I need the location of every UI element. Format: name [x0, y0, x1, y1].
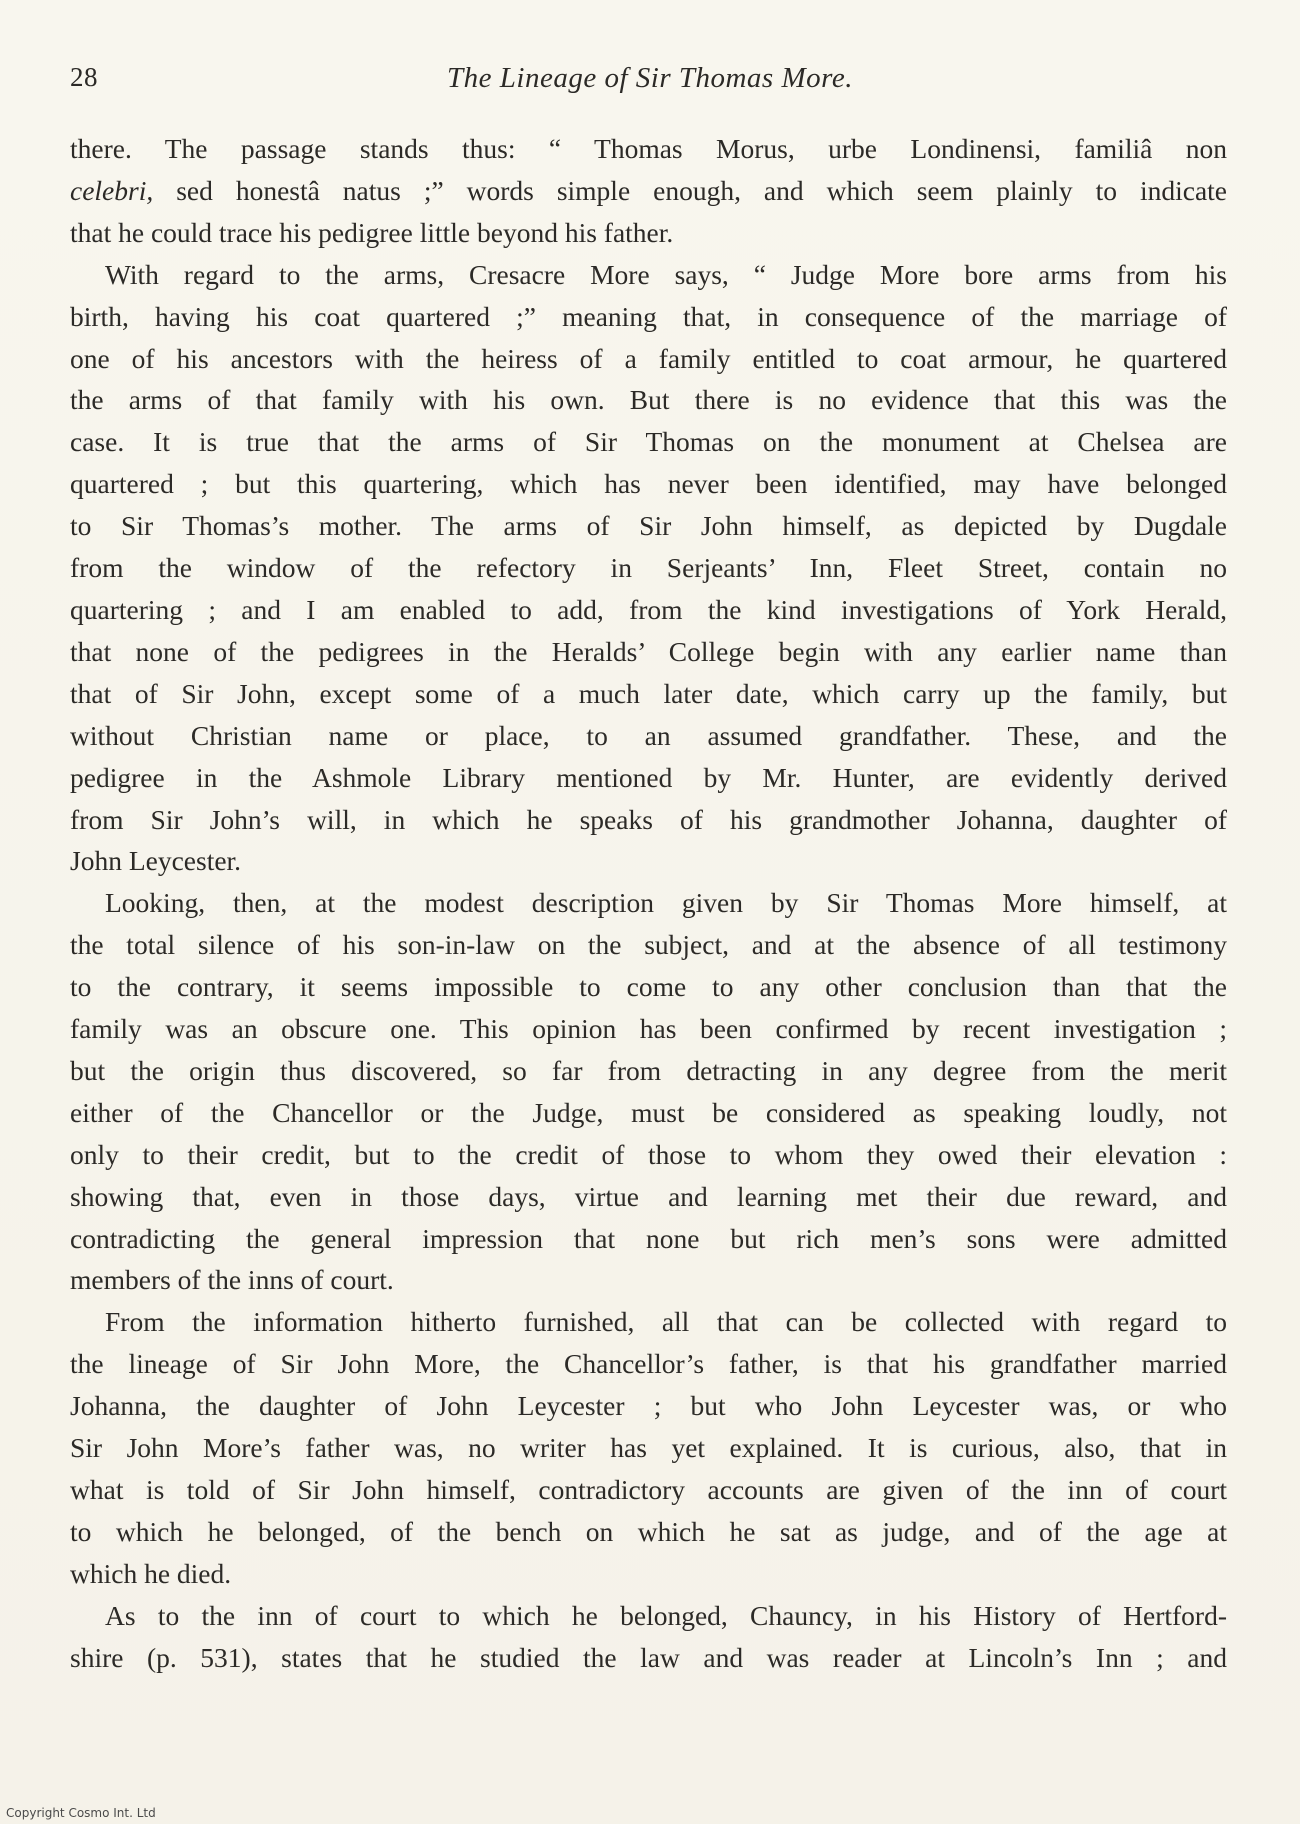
text-line: that none of the pedigrees in the Heralds’ College begin with any earlier name than: [70, 635, 1227, 667]
text-line: John Leycester.: [70, 845, 242, 877]
text-line: from Sir John’s will, in which he speaks of his grandmother Johanna, daughter of: [70, 803, 1227, 835]
text-line: Sir John More’s father was, no writer has yet explained. It is curious, also, that in: [70, 1432, 1227, 1464]
text-line: As to the inn of court to which he belonged, Chauncy, in his History of Hertford-: [105, 1599, 1227, 1631]
text-line: without Christian name or place, to an assumed grandfather. These, and the: [70, 719, 1227, 751]
text-line: members of the inns of court.: [70, 1264, 394, 1296]
paragraph: [70, 128, 1227, 254]
text-line: from the window of the refectory in Serjeants’ Inn, Fleet Street, contain no: [70, 552, 1227, 584]
text-line-rest: sed honestâ natus ;” words simple enough, and which seem plainly to indicate: [153, 174, 1227, 206]
text-line: what is told of Sir John himself, contradictory accounts are given of the inn of court: [70, 1474, 1227, 1505]
text-line: [70, 170, 1227, 212]
text-line: that he could trace his pedigree little beyond his father.: [70, 216, 674, 248]
paragraph: [70, 1301, 1227, 1594]
running-title: The Lineage of Sir Thomas More.: [447, 62, 853, 94]
text-line: the arms of that family with his own. But there is no evidence that this was the: [70, 384, 1227, 416]
text-line: to which he belonged, of the bench on which he sat as judge, and of the age at: [70, 1515, 1227, 1547]
paragraph: [70, 254, 1227, 883]
text-line: to the contrary, it seems impossible to come to any other conclusion than that the: [70, 971, 1227, 1003]
text-line: birth, having his coat quartered ;” meaning that, in consequence of the marriage of: [70, 300, 1227, 332]
text-line: quartering ; and I am enabled to add, from the kind investigations of York Herald,: [70, 593, 1227, 625]
text-line: only to their credit, but to the credit of those to whom they owed their elevation :: [70, 1138, 1227, 1170]
text-line: From the information hitherto furnished, all that can be collected with regard to: [105, 1306, 1227, 1338]
copyright-notice: Copyright Cosmo Int. Ltd: [6, 1806, 156, 1820]
text-line: quartered ; but this quartering, which has never been identified, may have belonged: [70, 468, 1227, 500]
text-line: shire (p. 531), states that he studied the law and was reader at Lincoln’s Inn ; and: [70, 1641, 1227, 1673]
text-line: the total silence of his son-in-law on the subject, and at the absence of all testimony: [70, 929, 1227, 961]
paragraph: [70, 1595, 1227, 1679]
page-number: 28: [70, 62, 98, 92]
text-line: contradicting the general impression that none but rich men’s sons were admitted: [70, 1222, 1227, 1254]
text-line: one of his ancestors with the heiress of a family entitled to coat armour, he quartered: [70, 342, 1227, 374]
text-line: to Sir Thomas’s mother. The arms of Sir John himself, as depicted by Dugdale: [70, 510, 1227, 542]
text-line: the lineage of Sir John More, the Chancellor’s father, is that his grandfather married: [70, 1348, 1227, 1380]
text-line: Looking, then, at the modest description given by Sir Thomas More himself, at: [105, 887, 1227, 919]
text-line: either of the Chancellor or the Judge, must be considered as speaking loudly, not: [70, 1096, 1227, 1128]
text-line: that of Sir John, except some of a much later date, which carry up the family, but: [70, 677, 1227, 709]
body-text: [70, 128, 1227, 1679]
text-line: there. The passage stands thus: “ Thomas Morus, urbe Londinensi, familiâ non: [70, 133, 1227, 164]
text-line: pedigree in the Ashmole Library mentioned by Mr. Hunter, are evidently derived: [70, 761, 1227, 793]
italic-word: celebri,: [70, 174, 154, 206]
text-line: showing that, even in those days, virtue and learning met their due reward, and: [70, 1180, 1227, 1212]
paragraph: [70, 882, 1227, 1301]
text-line: which he died.: [70, 1557, 232, 1589]
text-line: but the origin thus discovered, so far from detracting in any degree from the merit: [70, 1054, 1227, 1086]
text-line: family was an obscure one. This opinion has been confirmed by recent investigation ;: [70, 1013, 1227, 1045]
text-line: Johanna, the daughter of John Leycester ; but who John Leycester was, or who: [70, 1390, 1227, 1422]
text-line: case. It is true that the arms of Sir Thomas on the monument at Chelsea are: [70, 426, 1227, 458]
text-line: With regard to the arms, Cresacre More says, “ Judge More bore arms from his: [105, 258, 1227, 290]
